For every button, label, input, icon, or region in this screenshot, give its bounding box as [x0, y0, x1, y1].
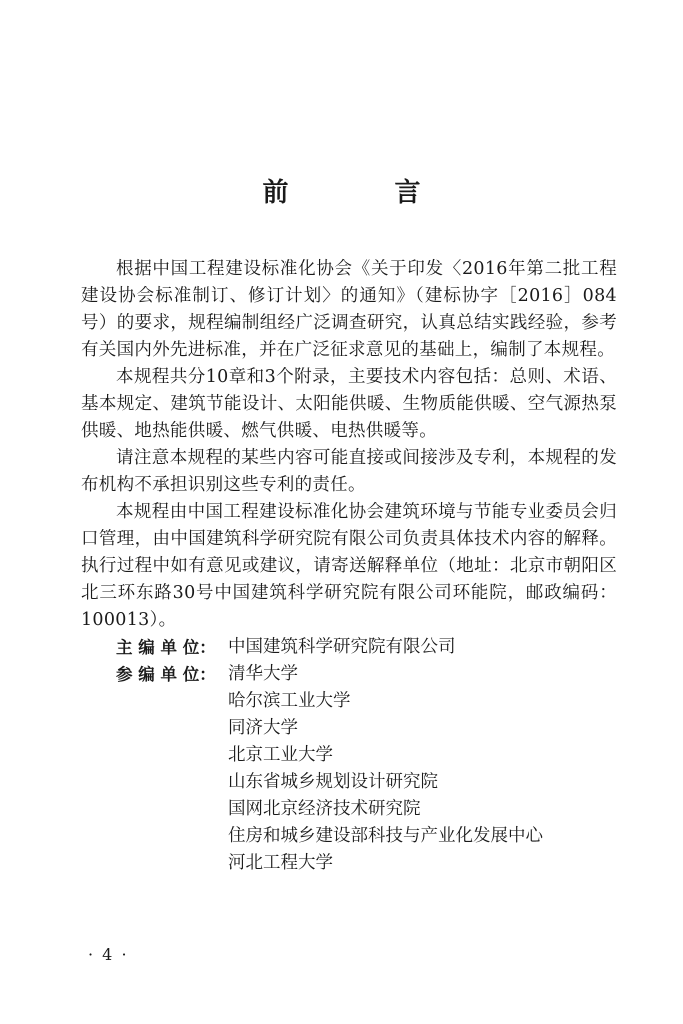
participating-unit-row: [81, 661, 617, 877]
participating-unit-name: 河北工程大学: [228, 853, 333, 873]
participating-unit-list: [228, 661, 543, 877]
participating-unit-name: 哈尔滨工业大学: [228, 691, 351, 711]
participating-unit-name: 清华大学: [228, 664, 298, 684]
paragraph-3: 请注意本规程的某些内容可能直接或间接涉及专利，本规程的发布机构不承担识别这些专利的责任。: [81, 448, 617, 495]
paragraph-4: 本规程由中国工程建设标准化协会建筑环境与节能专业委员会归口管理，由中国建筑科学研究院有限公司负责具体技术内容的解释。执行过程中如有意见或建议，请寄送解释单位（地址：北京市朝阳区北三环东路30号中国建筑科学研究院有限公司环能院，邮政编码：100013）。: [81, 502, 617, 630]
paragraph-1: 根据中国工程建设标准化协会《关于印发〈2016年第二批工程建设协会标准制订、修订计划〉的通知》（建标协字［2016］084号）的要求，规程编制组经广泛调查研究，认真总结实践经验，参考有关国内外先进标准，并在广泛征求意见的基础上，编制了本规程。: [81, 259, 617, 360]
chief-unit-list: [228, 634, 456, 661]
participating-unit-name: 国网北京经济技术研究院: [228, 799, 421, 819]
participating-unit-label: 参 编 单 位：: [116, 665, 216, 684]
chief-unit-label: 主 编 单 位：: [116, 638, 216, 657]
participating-unit-name: 北京工业大学: [228, 745, 333, 765]
chief-unit-row: [81, 634, 617, 661]
body-text: [81, 256, 617, 877]
participating-unit-name: 住房和城乡建设部科技与产业化发展中心: [228, 826, 543, 846]
chief-unit-name: 中国建筑科学研究院有限公司: [228, 637, 456, 657]
units-section: [81, 634, 617, 877]
paragraph-2: 本规程共分10章和3个附录，主要技术内容包括：总则、术语、基本规定、建筑节能设计、太阳能供暖、生物质能供暖、空气源热泵供暖、地热能供暖、燃气供暖、电热供暖等。: [81, 367, 617, 441]
page-number: · 4 ·: [88, 945, 129, 964]
participating-unit-name: 山东省城乡规划设计研究院: [228, 772, 438, 792]
participating-unit-name: 同济大学: [228, 718, 298, 738]
page-title: 前 言: [262, 178, 461, 208]
